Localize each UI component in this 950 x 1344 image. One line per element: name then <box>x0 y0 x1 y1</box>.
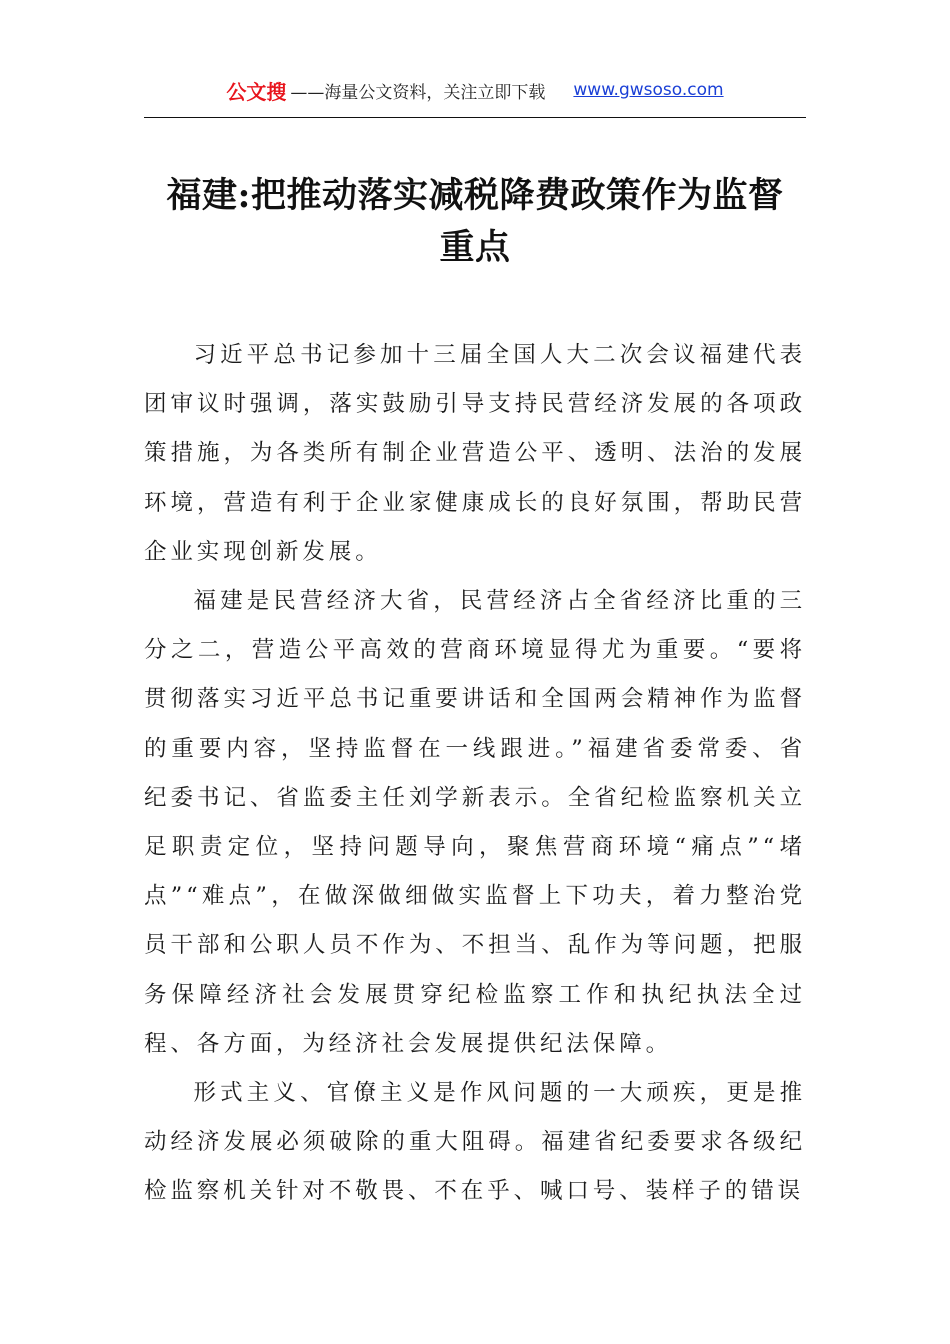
paragraph: 福建是民营经济大省，民营经济占全省经济比重的三分之二，营造公平高效的营商环境显得尤为重要。“要将贯彻落实习近平总书记重要讲话和全国两会精神作为监督的重要内容，坚持监督在一线跟进。”福建省委常委、省纪委书记、省监委主任刘学新表示。全省纪检监察机关立足职责定位，坚持问题导向，聚焦营商环境“痛点”“堵点”“难点”，在做深做细做实监督上下功夫，着力整治党员干部和公职人员不作为、不担当、乱作为等问题，把服务保障经济社会发展贯穿纪检监察工作和执纪执法全过程、各方面，为经济社会发展提供纪法保障。 <box>144 588 806 1057</box>
title-line-1: 福建:把推动落实减税降费政策作为监督 <box>166 175 784 216</box>
page-header <box>144 70 806 110</box>
document-body <box>144 331 806 1217</box>
website-link[interactable]: www.gwsoso.com <box>573 80 724 100</box>
header-slogan: ——海量公文资料，关注立即下载 <box>290 82 546 103</box>
document-title <box>144 170 806 274</box>
paragraph: 形式主义、官僚主义是作风问题的一大顽疾，更是推动经济发展必须破除的重大阻碍。福建省纪委要求各级纪检监察机关针对不敬畏、不在乎、喊口号、装样子的错误 <box>144 1080 806 1205</box>
brand-logo: 公文搜 <box>226 79 287 104</box>
header-divider <box>144 117 806 118</box>
title-line-2: 重点 <box>439 227 511 268</box>
paragraph: 习近平总书记参加十三届全国人大二次会议福建代表团审议时强调，落实鼓励引导支持民营经济发展的各项政策措施，为各类所有制企业营造公平、透明、法治的发展环境，营造有利于企业家健康成长的良好氛围，帮助民营企业实现创新发展。 <box>144 342 806 565</box>
